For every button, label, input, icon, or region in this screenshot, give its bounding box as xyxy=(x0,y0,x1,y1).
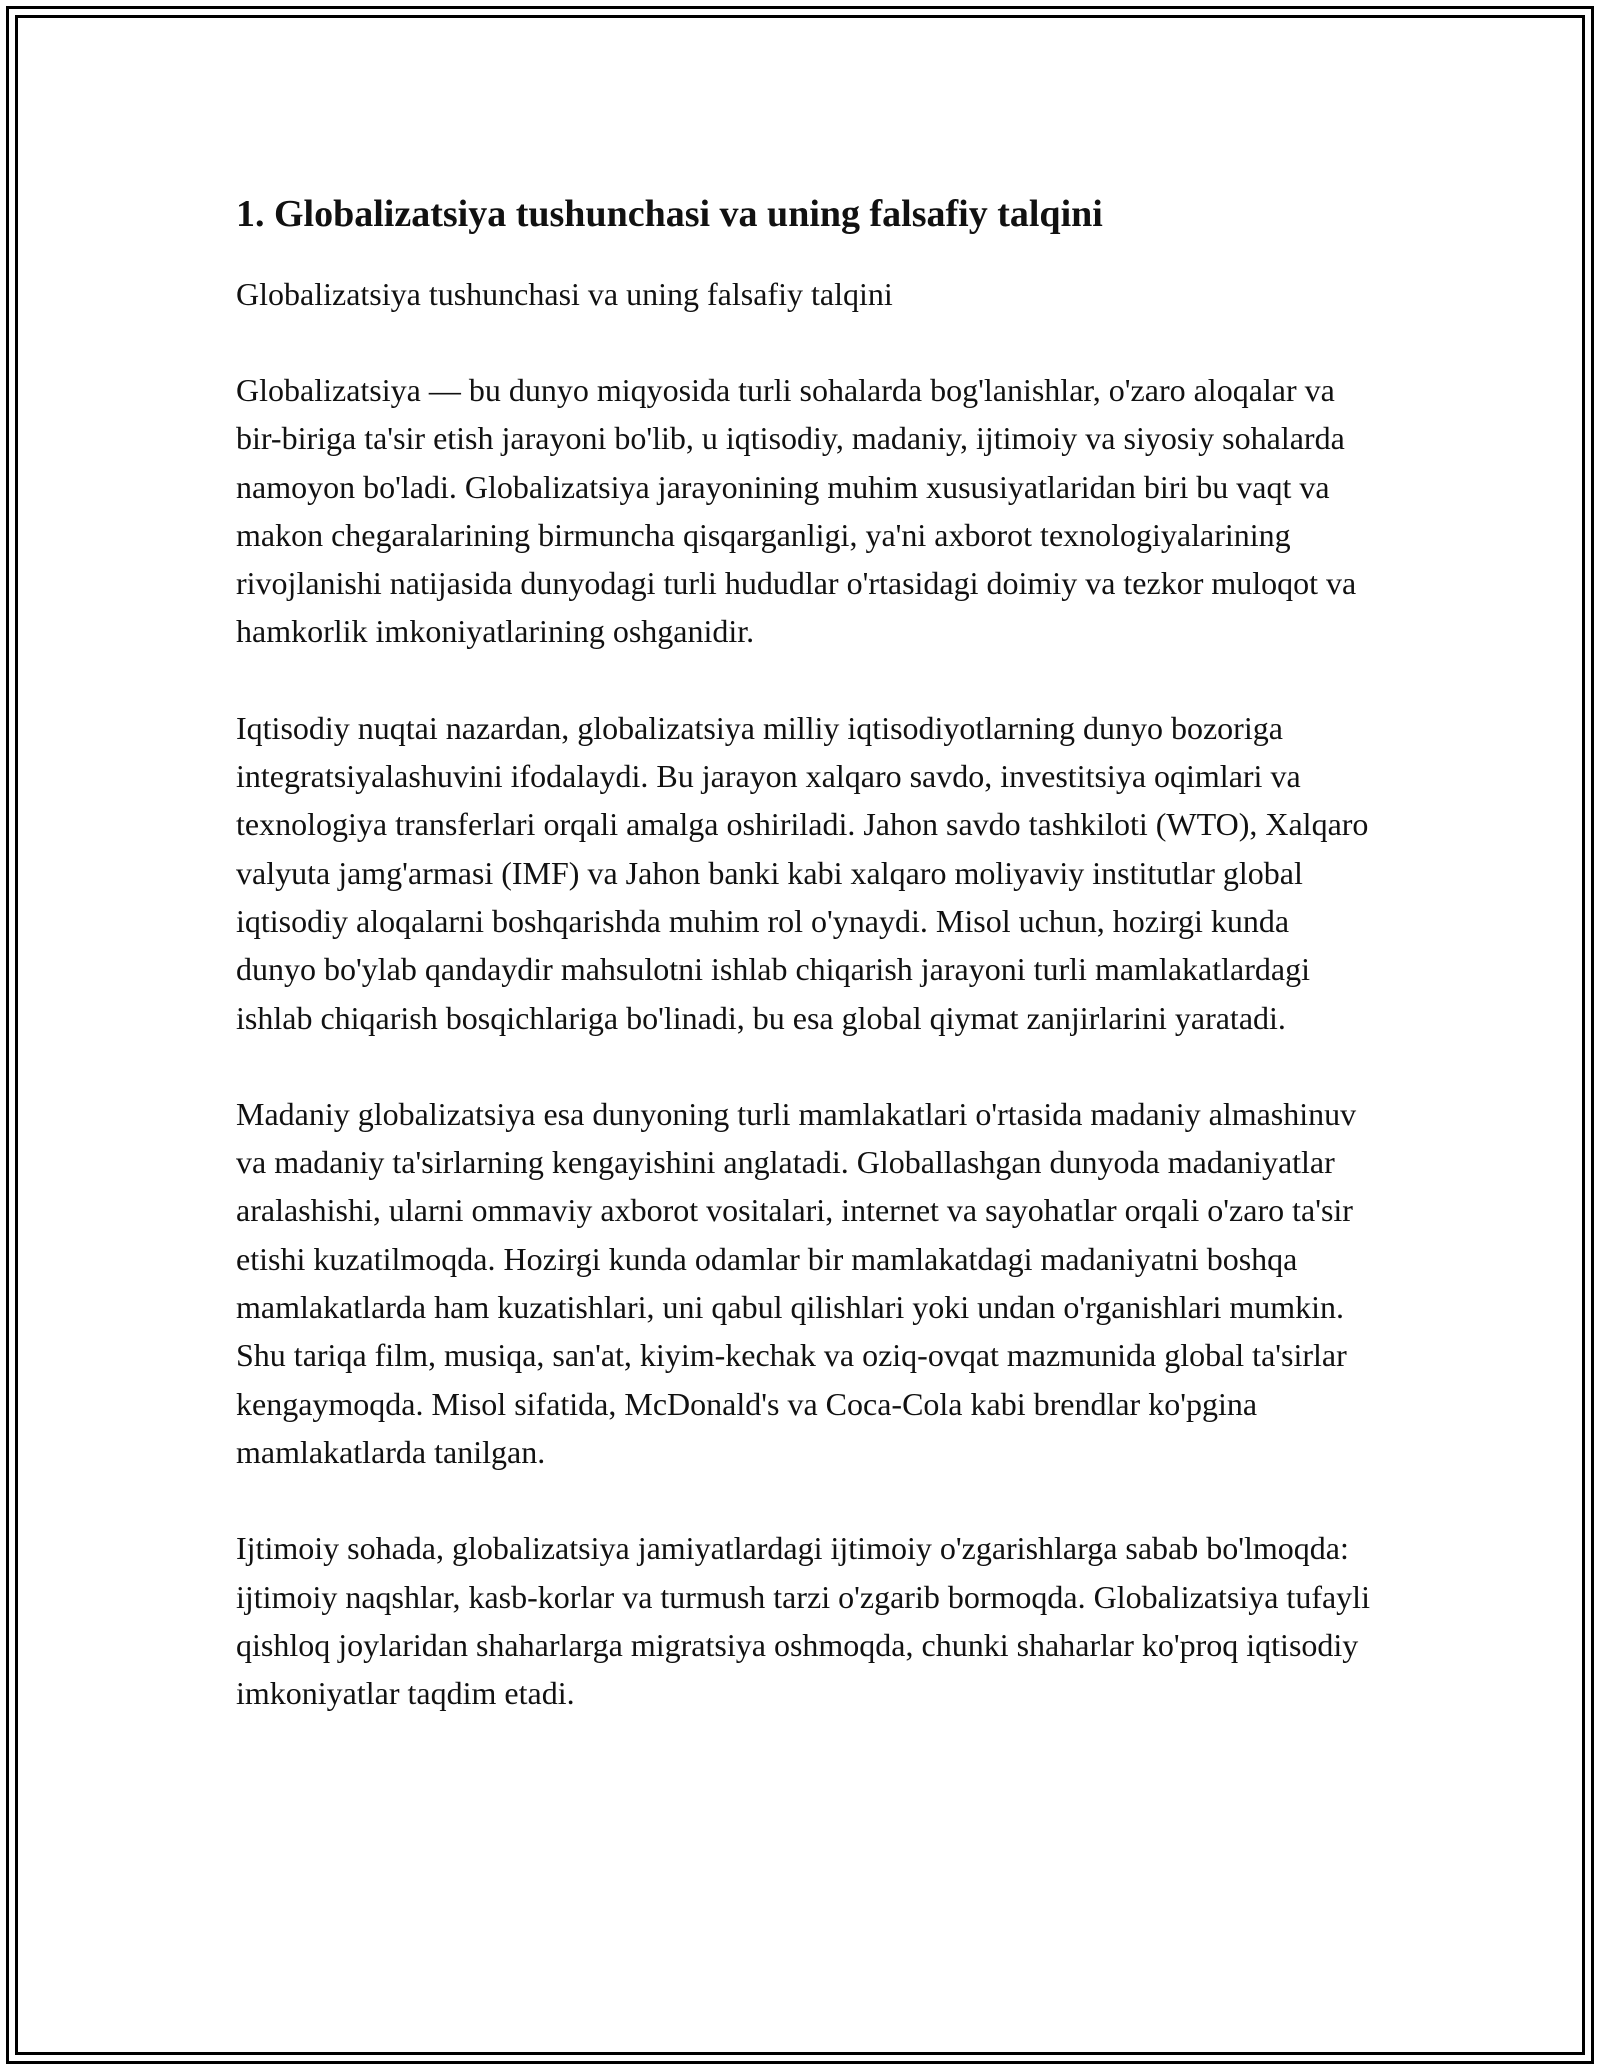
document-title: 1. Globalizatsiya tushunchasi va uning falsafiy talqini xyxy=(236,193,1103,235)
paragraph-social: Ijtimoiy sohada, globalizatsiya jamiyatlardagi ijtimoiy o'zgarishlarga sabab bo'lmoqda: ijtimoiy naqshlar, kasb-korlar va turmush tarzi o'zgarib bormoqda. Globalizatsiya tufayli qishloq joylaridan shaharlarga migratsiya oshmoqda, chunki shaharlar ko'proq iqtisodiy imkoniyatlar taqdim etadi. xyxy=(236,1530,1370,1712)
paragraph-economic: Iqtisodiy nuqtai nazardan, globalizatsiya milliy iqtisodiyotlarning dunyo bozoriga integratsiyalashuvini ifodalaydi. Bu jarayon xalqaro savdo, investitsiya oqimlari va texnologiya transferlari orqali amalga oshiriladi. Jahon savdo tashkiloti (WTO), Xalqaro valyuta jamg'armasi (IMF) va Jahon banki kabi xalqaro moliyaviy institutlar global iqtisodiy aloqalarni boshqarishda muhim rol o'ynaydi. Misol uchun, hozirgi kunda dunyo bo'ylab qandaydir mahsulotni ishlab chiqarish jarayoni turli mamlakatlardagi ishlab chiqarish bosqichlariga bo'linadi, bu esa global qiymat zanjirlarini yaratadi. xyxy=(236,709,1369,1036)
paragraph-cultural: Madaniy globalizatsiya esa dunyoning turli mamlakatlari o'rtasida madaniy almashinuv va madaniy ta'sirlarning kengayishini anglatadi. Globallashgan dunyoda madaniyatlar aralashishi, ularni ommaviy axborot vositalari, internet va sayohatlar orqali o'zaro ta'sir etishi kuzatilmoqda. Hozirgi kunda odamlar bir mamlakatdagi madaniyatni boshqa mamlakatlarda ham kuzatishlari, uni qabul qilishlari yoki undan o'rganishlari mumkin. Shu tariqa film, musiqa, san'at, kiyim-kechak va oziq-ovqat mazmunida global ta'sirlar kengaymoqda. Misol sifatida, McDonald's va Coca-Cola kabi brendlar ko'pgina mamlakatlarda tanilgan. xyxy=(236,1095,1357,1470)
document-subtitle: Globalizatsiya tushunchasi va uning falsafiy talqini xyxy=(236,276,893,312)
paragraph-globalization-definition: Globalizatsiya — bu dunyo miqyosida turli sohalarda bog'lanishlar, o'zaro aloqalar va bir-biriga ta'sir etish jarayoni bo'lib, u iqtisodiy, madaniy, ijtimoiy va siyosiy sohalarda namoyon bo'ladi. Globalizatsiya jarayonining muhim xususiyatlaridan biri bu vaqt va makon chegaralarining birmuncha qisqarganligi, ya'ni axborot texnologiyalarining rivojlanishi natijasida dunyodagi turli hududlar o'rtasidagi doimiy va tezkor muloqot va hamkorlik imkoniyatlarining oshganidir. xyxy=(236,372,1357,650)
document-body xyxy=(236,186,1376,1765)
